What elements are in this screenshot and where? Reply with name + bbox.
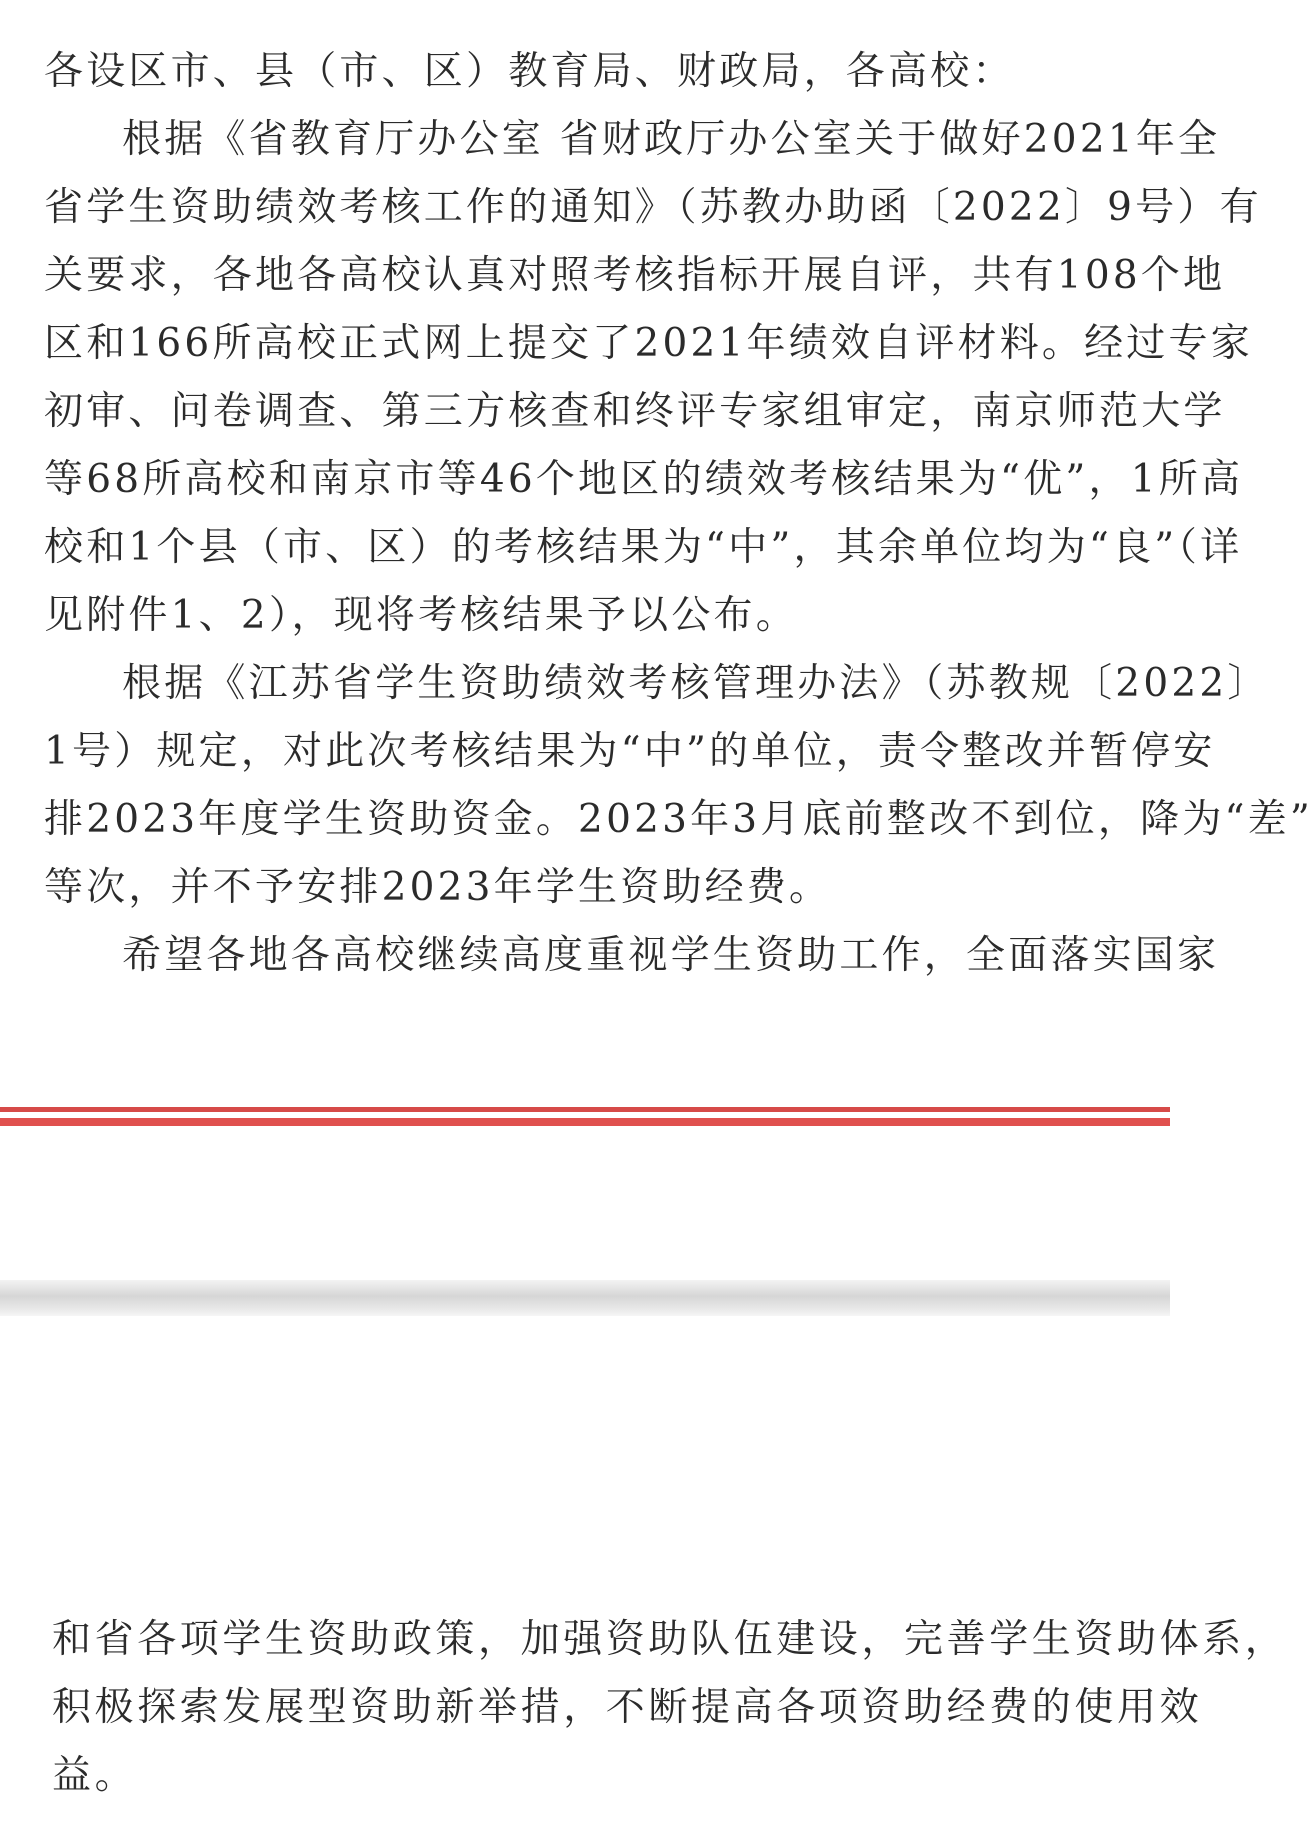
paragraph-1-line-5: 初审、问卷调查、第三方核查和终评专家组审定，南京师范大学 <box>44 389 1226 434</box>
paragraph-1-line-6: 等68所高校和南京市等46个地区的绩效考核结果为“优”，1所高 <box>44 457 1244 502</box>
red-rule-thin <box>0 1107 1170 1112</box>
paragraph-1-line-8: 见附件1、2），现将考核结果予以公布。 <box>44 593 798 638</box>
continuation-line-2: 积极探索发展型资助新举措，不断提高各项资助经费的使用效 <box>52 1685 1203 1730</box>
page-1-body-text <box>44 38 1313 990</box>
paragraph-2-line-2: 1号）规定，对此次考核结果为“中”的单位，责令整改并暂停安 <box>44 729 1216 774</box>
paragraph-2-line-1: 根据《江苏省学生资助绩效考核管理办法》（苏教规〔2022〕 <box>122 661 1270 706</box>
paragraph-2-line-3: 排2023年度学生资助资金。2023年3月底前整改不到位，降为“差” <box>44 797 1313 842</box>
page-separator <box>0 1280 1170 1316</box>
continuation-line-3: 益。 <box>52 1753 138 1798</box>
document-page-2 <box>0 1318 1288 1844</box>
paragraph-3-line-1: 希望各地各高校继续高度重视学生资助工作，全面落实国家 <box>122 933 1220 978</box>
page-footer-blank <box>0 1128 1170 1280</box>
continuation-line-1: 和省各项学生资助政策，加强资助队伍建设，完善学生资助体系， <box>52 1617 1288 1662</box>
paragraph-1-line-1: 根据《省教育厅办公室 省财政厅办公室关于做好2021年全 <box>122 117 1221 162</box>
paragraph-1-line-7: 校和1个县（市、区）的考核结果为“中”，其余单位均为“良”（详 <box>44 525 1243 570</box>
paragraph-2-line-4: 等次，并不予安排2023年学生资助经费。 <box>44 865 832 910</box>
page-2-body-text <box>52 1606 1288 1810</box>
paragraph-1-line-3: 关要求，各地各高校认真对照考核指标开展自评，共有108个地 <box>44 253 1226 298</box>
paragraph-1-line-2: 省学生资助绩效考核工作的通知》（苏教办助函〔2022〕9号）有 <box>44 185 1262 230</box>
paragraph-1-line-4: 区和166所高校正式网上提交了2021年绩效自评材料。经过专家 <box>44 321 1253 366</box>
red-rule-thick <box>0 1118 1170 1126</box>
salutation: 各设区市、县（市、区）教育局、财政局，各高校： <box>44 49 1015 94</box>
